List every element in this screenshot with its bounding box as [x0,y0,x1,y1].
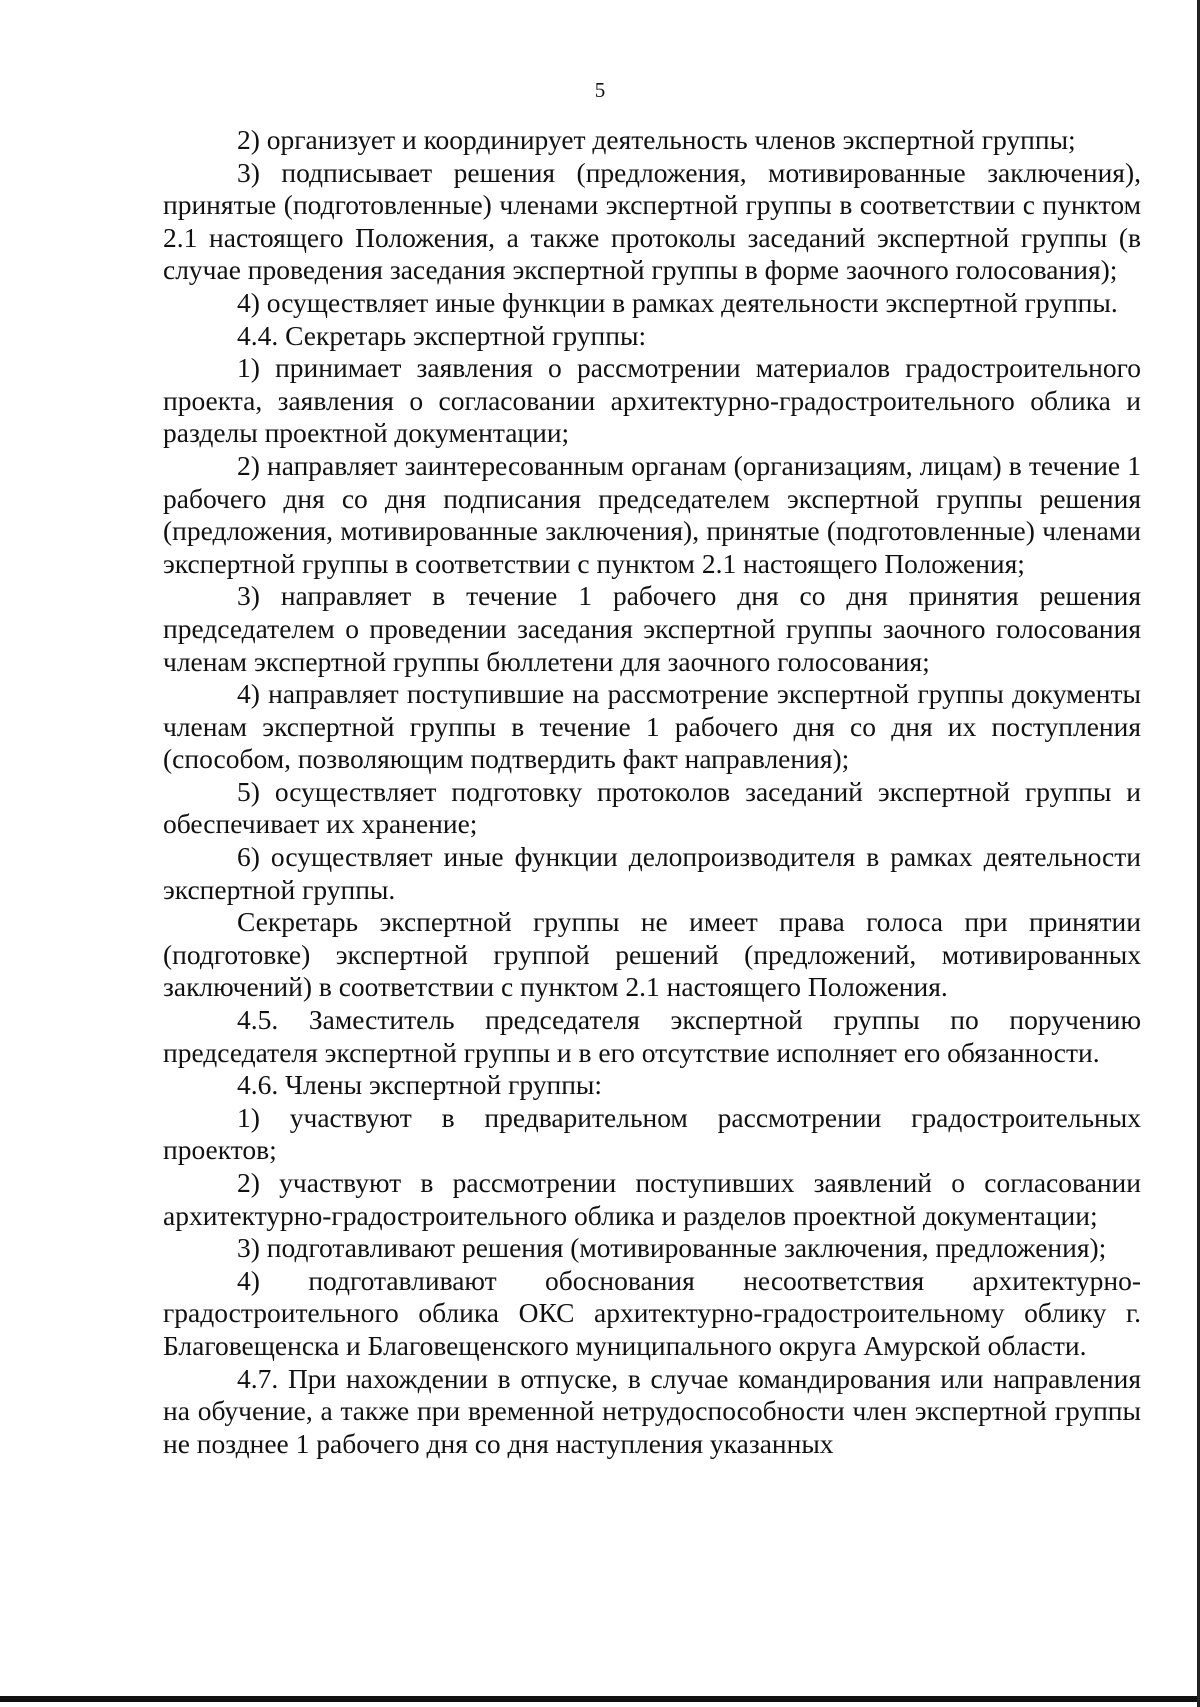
paragraph: 4) направляет поступившие на рассмотрение экспертной группы документы членам экспертной группы в течение 1 рабочего дня со дня их поступления (способом, позволяющим подтвердить факт направления); [163,678,1141,775]
paragraph: 4.5. Заместитель председателя экспертной группы по поручению председателя экспертной группы и в его отсутствие исполняет его обязанности. [163,1004,1141,1068]
paragraph: 3) подписывает решения (предложения, мотивированные заключения), принятые (подготовленные) членами экспертной группы в соответствии с пунктом 2.1 настоящего Положения, а также протоколы заседаний экспертной группы (в случае проведения заседания экспертной группы в форме заочного голосования); [163,156,1141,286]
paragraph: 4) осуществляет иные функции в рамках деятельности экспертной группы. [237,286,1118,318]
paragraph: 1) принимает заявления о рассмотрении материалов градостроительного проекта, заявления о согласовании архитектурно-градостроительного облика и разделы проектной документации; [163,352,1141,449]
section-heading: 4.4. Секретарь экспертной группы: [237,319,647,351]
paragraph: Секретарь экспертной группы не имеет права голоса при принятии (подготовке) экспертной группой решений (предложений, мотивированных заключений) в соответствии с пунктом 2.1 настоящего Положения. [163,906,1141,1003]
paragraph: 2) организует и координирует деятельность членов экспертной группы; [237,124,1076,155]
paragraph: 3) подготавливают решения (мотивированные заключения, предложения); [237,1232,1107,1264]
paragraph: 4) подготавливают обоснования несоответствия архитектурно-градостроительного облика ОКС архитектурно-градостроительному облику г. Благовещенска и Благовещенского муниципального округа Амурской области. [163,1264,1141,1361]
page-number: 5 [594,78,606,102]
paragraph: 4.7. При нахождении в отпуске, в случае командирования или направления на обучение, а также при временной нетрудоспособности член экспертной группы не позднее 1 рабочего дня со дня наступления указанных [163,1362,1141,1459]
paragraph: 2) участвуют в рассмотрении поступивших заявлений о согласовании архитектурно-градостроительного облика и разделов проектной документации; [163,1167,1141,1231]
document-body [163,124,1141,1460]
paragraph: 3) направляет в течение 1 рабочего дня со дня принятия решения председателем о проведении заседания экспертной группы заочного голосования членам экспертной группы бюллетени для заочного голосования; [163,580,1141,677]
paragraph: 2) направляет заинтересованным органам (организациям, лицам) в течение 1 рабочего дня со дня подписания председателем экспертной группы решения (предложения, мотивированные заключения), принятые (подготовленные) членами экспертной группы в соответствии с пунктом 2.1 настоящего Положения; [163,449,1141,579]
section-heading: 4.6. Члены экспертной группы: [237,1069,603,1101]
paragraph: 1) участвуют в предварительном рассмотрении градостроительных проектов; [163,1101,1141,1166]
paragraph: 5) осуществляет подготовку протоколов заседаний экспертной группы и обеспечивает их хранение; [163,775,1141,840]
paragraph: 6) осуществляет иные функции делопроизводителя в рамках деятельности экспертной группы. [163,841,1141,905]
scan-bottom-edge [0,1696,1200,1702]
